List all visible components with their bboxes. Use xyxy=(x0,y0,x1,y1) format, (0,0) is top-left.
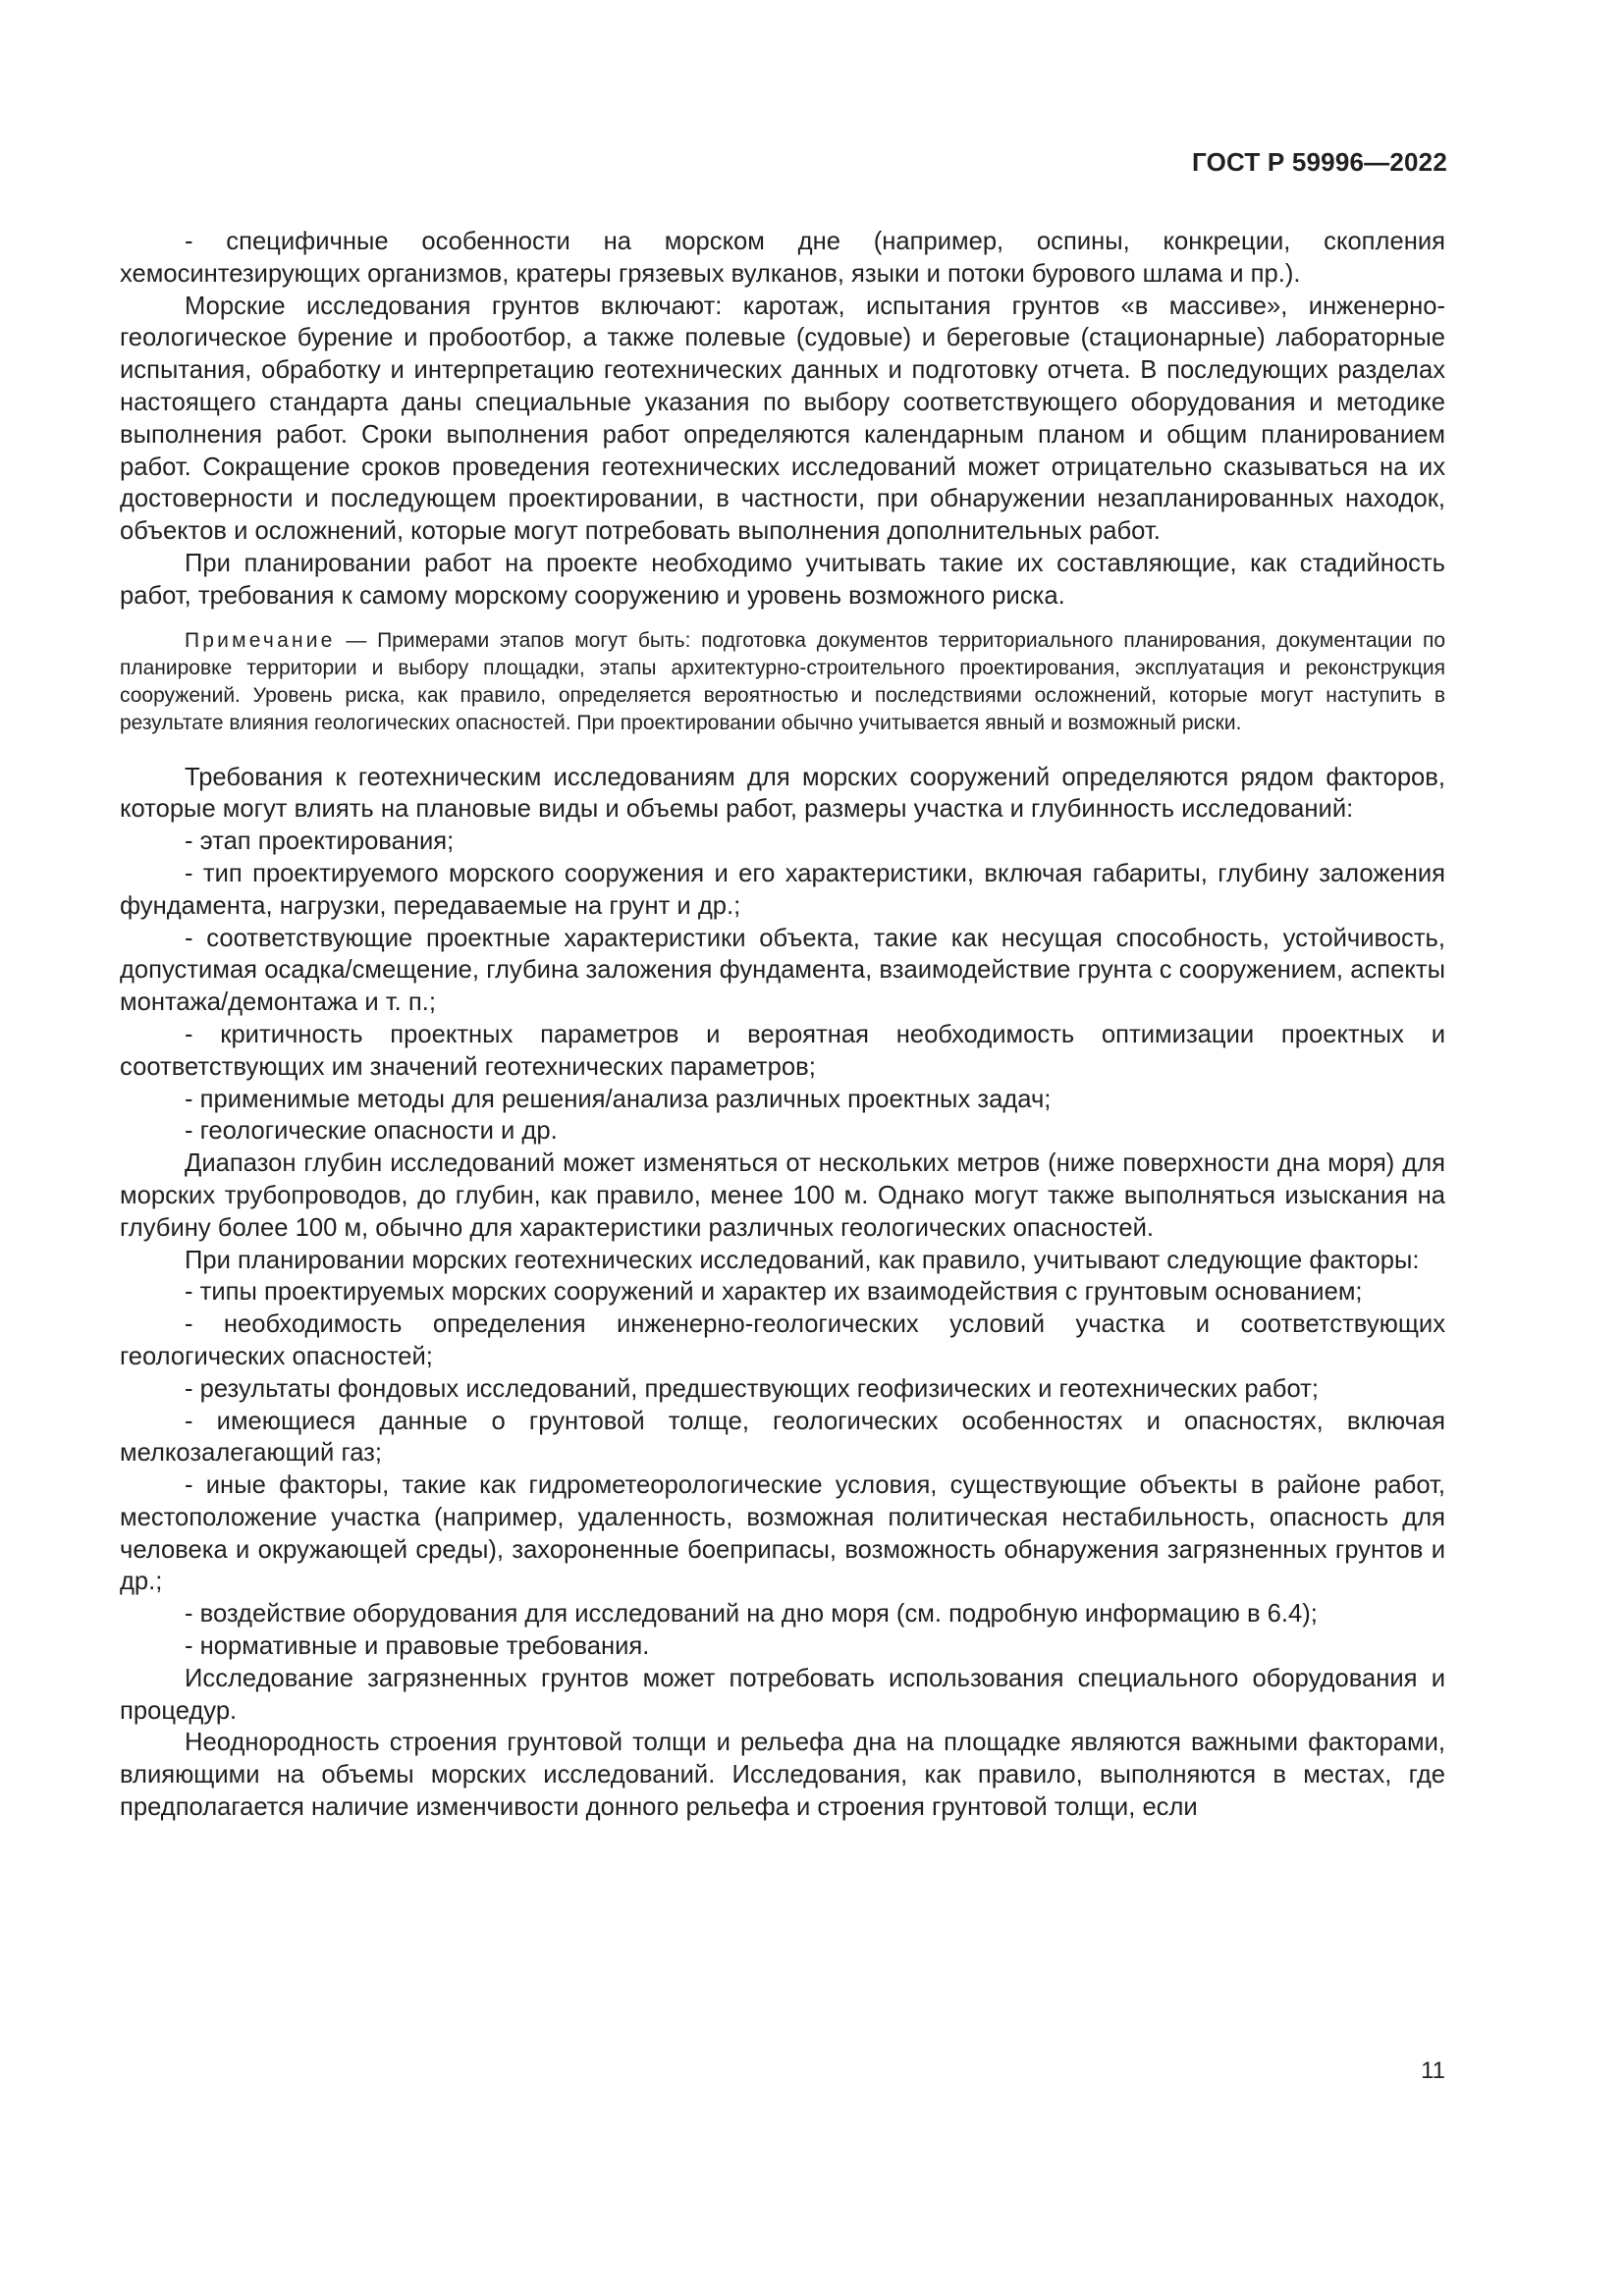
list-item: - тип проектируемого морского сооружения и его характеристики, включая габариты, глубину заложения фундамента, нагрузки, передаваемые на грунт и др.; xyxy=(120,859,1445,920)
paragraph: Диапазон глубин исследований может изменяться от нескольких метров (ниже поверхности дна моря) для морских трубопроводов, до глубин, как правило, менее 100 м. Однако могут также выполняться изыскания на глубину более 100 м, обычно для характеристики различных геологических опасностей. xyxy=(120,1149,1445,1242)
paragraph: Морские исследования грунтов включают: каротаж, испытания грунтов «в массиве», инженерно-геологическое бурение и пробоотбор, а также полевые (судовые) и береговые (стационарные) лабораторные испытания, обработку и интерпретацию геотехнических данных и подготовку отчета. В последующих разделах настоящего стандарта даны специальные указания по выбору соответствующего оборудования и методике выполнения работ. Сроки выполнения работ определяются календарным планом и общим планированием работ. Сокращение сроков проведения геотехнических исследований может отрицательно сказываться на их достоверности и последующем проектировании, в частности, при обнаружении незапланированных находок, объектов и осложнений, которые могут потребовать выполнения дополнительных работ. xyxy=(120,292,1445,546)
list-item: - необходимость определения инженерно-геологических условий участка и соответствующих геологических опасностей; xyxy=(120,1310,1445,1370)
document-code-header: ГОСТ Р 59996—2022 xyxy=(1192,147,1447,177)
list-item: - геологические опасности и др. xyxy=(185,1117,558,1146)
list-item: - типы проектируемых морских сооружений и характер их взаимодействия с грунтовым основанием; xyxy=(185,1278,1363,1307)
paragraph: Требования к геотехническим исследованиям для морских сооружений определяются рядом факторов, которые могут влиять на плановые виды и объемы работ, размеры участка и глубинность исследований: xyxy=(120,763,1445,824)
list-item: - воздействие оборудования для исследований на дно моря (см. подробную информацию в 6.4); xyxy=(185,1600,1318,1629)
note-block xyxy=(120,627,1445,737)
list-item: - результаты фондовых исследований, предшествующих геофизических и геотехнических работ; xyxy=(185,1374,1319,1403)
list-item: - применимые методы для решения/анализа различных проектных задач; xyxy=(185,1085,1052,1113)
page-body xyxy=(120,226,1445,1824)
list-item: - имеющиеся данные о грунтовой толще, геологических особенностях и опасностях, включая мелкозалегающий газ; xyxy=(120,1407,1445,1468)
paragraph: - специфичные особенности на морском дне (например, оспины, конкреции, скопления хемосинтезирующих организмов, кратеры грязевых вулканов, языки и потоки бурового шлама и пр.). xyxy=(120,228,1445,288)
list-item: - нормативные и правовые требования. xyxy=(185,1632,650,1661)
note-text: — Примерами этапов могут быть: подготовка документов территориального планирования, документации по планировке территории и выбору площадки, этапы архитектурно-строительного проектирования, эксплуатация и реконструкция сооружений. Уровень риска, как правило, определяется вероятностью и последствиями осложнений, которые могут наступить в результате влияния геологических опасностей. При проектировании обычно учитывается явный и возможный риски. xyxy=(120,628,1445,734)
paragraph: При планировании морских геотехнических исследований, как правило, учитывают следующие факторы: xyxy=(185,1246,1420,1274)
list-item: - критичность проектных параметров и вероятная необходимость оптимизации проектных и соответствующих им значений геотехнических параметров; xyxy=(120,1020,1445,1081)
paragraph: Исследование загрязненных грунтов может потребовать использования специального оборудования и процедур. xyxy=(120,1664,1445,1725)
note-label: Примечание xyxy=(185,628,336,652)
paragraph: При планировании работ на проекте необходимо учитывать такие их составляющие, как стадийность работ, требования к самому морскому сооружению и уровень возможного риска. xyxy=(120,549,1445,610)
list-item: - иные факторы, такие как гидрометеорологические условия, существующие объекты в районе работ, местоположение участка (например, удаленность, возможная политическая нестабильность, опасность для человека и окружающей среды), захороненные боеприпасы, возможность обнаружения загрязненных грунтов и др.; xyxy=(120,1471,1445,1596)
page-number: 11 xyxy=(1421,2057,1445,2084)
paragraph: Неоднородность строения грунтовой толщи и рельефа дна на площадке являются важными факторами, влияющими на объемы морских исследований. Исследования, как правило, выполняются в местах, где предполагается наличие изменчивости донного рельефа и строения грунтовой толщи, если xyxy=(120,1729,1445,1822)
list-item: - соответствующие проектные характеристики объекта, такие как несущая способность, устойчивость, допустимая осадка/смещение, глубина заложения фундамента, взаимодействие грунта с сооружением, аспекты монтажа/демонтажа и т. п.; xyxy=(120,924,1445,1017)
list-item: - этап проектирования; xyxy=(185,828,455,856)
